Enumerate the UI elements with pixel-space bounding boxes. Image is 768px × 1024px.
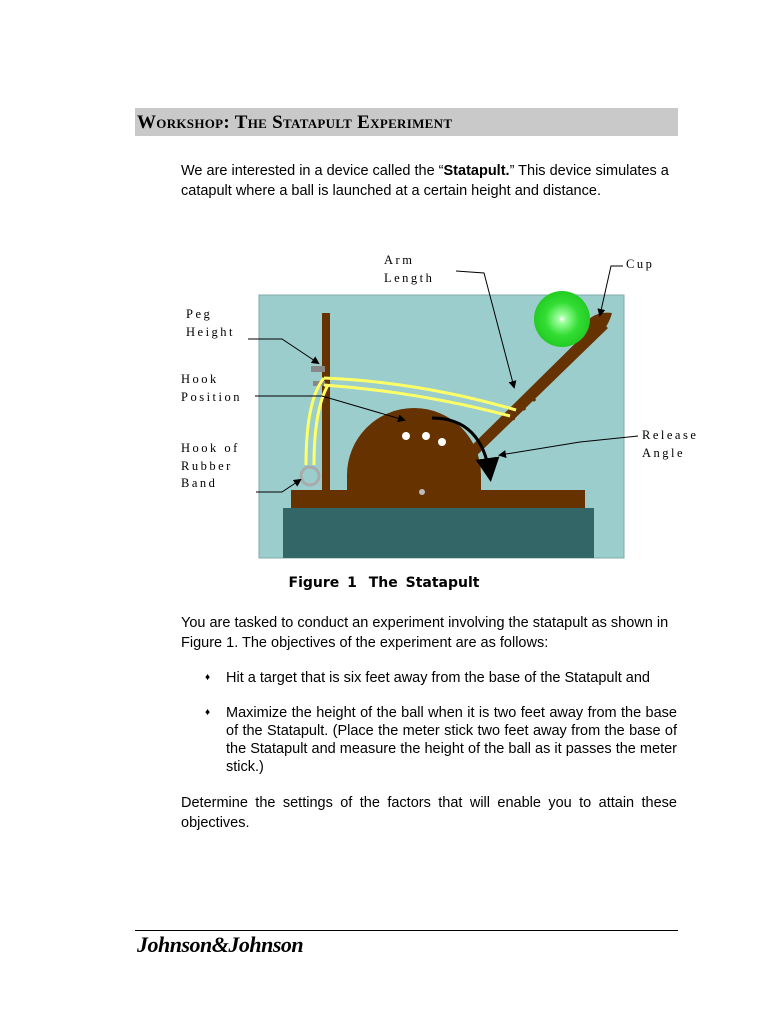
statapult-base (283, 508, 594, 558)
determine-paragraph: Determine the settings of the factors that will enable you to attain these objectives. (181, 795, 677, 831)
intro-bold-term: Statapult. (443, 163, 510, 179)
wooden-plank (291, 490, 585, 508)
peg-marker (311, 366, 325, 372)
footer-divider (135, 930, 678, 931)
caption-number: Figure 1 (288, 575, 357, 591)
label-cup: Cup (626, 257, 655, 271)
figure-caption (0, 575, 768, 591)
objective-item: Hit a target that is six feet away from the base of the Statapult and (226, 670, 650, 686)
label-hook-rubber-band: Hook of Rubber Band (181, 441, 240, 490)
bullet-diamond: ♦ (205, 672, 211, 683)
dome-hole (422, 432, 430, 440)
objective-item: Maximize the height of the ball when it is two feet away from the base of the Statapult. (Place the meter stick two feet away from the base of the Statapult and measure the height of the ball as it passes the meter stick.) (226, 705, 677, 775)
label-hook-position: Hook Position (181, 372, 242, 404)
label-arm-length: Arm Length (384, 253, 435, 285)
intro-suffix: ” This device simulates a catapult where a ball is launched at a certain height and distance. (181, 163, 669, 199)
dome-hole (402, 432, 410, 440)
tasked-paragraph: You are tasked to conduct an experiment involving the statapult as shown in Figure 1. The objectives of the experiment are as follows: (181, 615, 669, 651)
caption-title: The Statapult (368, 575, 480, 591)
dome-hole (438, 438, 446, 446)
peg-post (322, 313, 330, 490)
page-title: Workshop: The Statapult Experiment (137, 112, 453, 133)
label-release-angle: Release Angle (642, 428, 699, 460)
ball (534, 291, 590, 347)
pivot-pin (419, 489, 425, 495)
label-peg-height: Peg Height (186, 307, 236, 339)
intro-prefix: We are interested in a device called the “ (181, 163, 444, 179)
company-logo: Johnson&Johnson (137, 932, 304, 957)
bullet-diamond: ♦ (205, 707, 211, 718)
